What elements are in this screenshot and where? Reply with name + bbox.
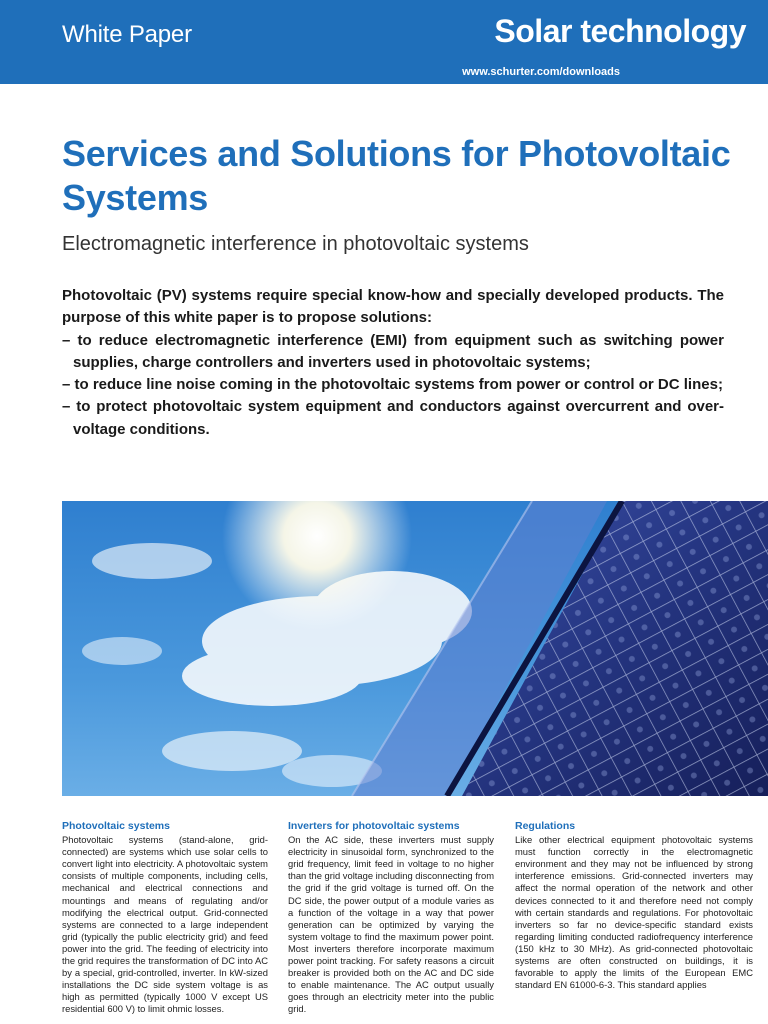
solar-panel-photo: [62, 501, 768, 796]
column-heading: Inverters for photovoltaic systems: [288, 820, 460, 832]
downloads-link[interactable]: www.schurter.com/downloads: [462, 66, 620, 78]
column-heading: Regulations: [515, 820, 576, 832]
brand-title: Solar technology: [494, 13, 746, 49]
page-subtitle: Electromagnetic interference in photovoltaic systems: [62, 233, 529, 255]
column-text: Like other electrical equipment photovoltaic systems must function correctly in the electromagnetic environment and they may not be influenced by strong interference emissions. Grid-connected inverters may affect the normal operation of the network and other devices connected to it and therefore need not comply with certain standards and regulations. For photovoltaic inverters so far no device-specific standard exists regarding limiting conducted radiofrequency interference (150 kHz to 30 MHz). As grid-connected photovoltaic systems are often constructed on buildings, it is favorable to apply the limits of the European EMC standard EN 61000-6-3. This standard applies: [515, 834, 753, 991]
intro-item: – to protect photovoltaic system equipment and conductors against overcurrent and over-voltage conditions.: [62, 398, 724, 438]
column-text: Photovoltaic systems (stand-alone, grid-connected) are systems which use solar cells to convert light into electricity. A photovoltaic system consists of multiple components, including cells, mechanical and electrical connections and mountings and means of regulating and/or modifying the electrical output. Grid-connected systems are connected to a large independent grid (typically the public electricity grid) and feed power into the grid. The feeding of electricity into the grid requires the transformation of DC into AC by a special, grid-controlled, inverter. In kW-sized installations the DC side system voltage is as high as permitted (typically 1000 V except US residential 600 V) to limit ohmic losses.: [62, 834, 268, 1015]
intro-item: – to reduce electromagnetic interference (EMI) from equipment such as switching power supplies, charge controllers and inverters used in photovoltaic systems;: [62, 331, 724, 371]
intro-item: – to reduce line noise coming in the photovoltaic systems from power or control or DC lines;: [62, 376, 723, 394]
intro-lead: Photovoltaic (PV) systems require special know-how and specially developed products. The purpose of this white paper is to propose solutions:: [62, 287, 724, 327]
document-type-label: White Paper: [62, 21, 192, 48]
column-inverters: [288, 820, 494, 1016]
column-photovoltaic-systems: [62, 820, 268, 1016]
column-text: On the AC side, these inverters must supply electricity in sinusoidal form, synchronized to the grid frequency, limit feed in voltage to no higher than the grid voltage including disconnecting from the grid if the grid voltage is turned off. On the DC side, the power output of a module varies as a function of the voltage in a way that power generation can be optimized by varying the system voltage to find the maximum power point. Most inverters therefore incorporate maximum power point tracking. For safety reasons a circuit breaker is provided both on the AC and DC side to enable maintenance. The AC output usually goes through an electricity meter into the public grid.: [288, 834, 494, 1015]
header-bar: [0, 0, 768, 84]
intro-list: [62, 330, 724, 441]
intro-block: [62, 285, 724, 441]
column-regulations: [515, 820, 753, 991]
page-title: Services and Solutions for Photovoltaic Systems: [62, 133, 731, 218]
column-heading: Photovoltaic systems: [62, 820, 170, 832]
